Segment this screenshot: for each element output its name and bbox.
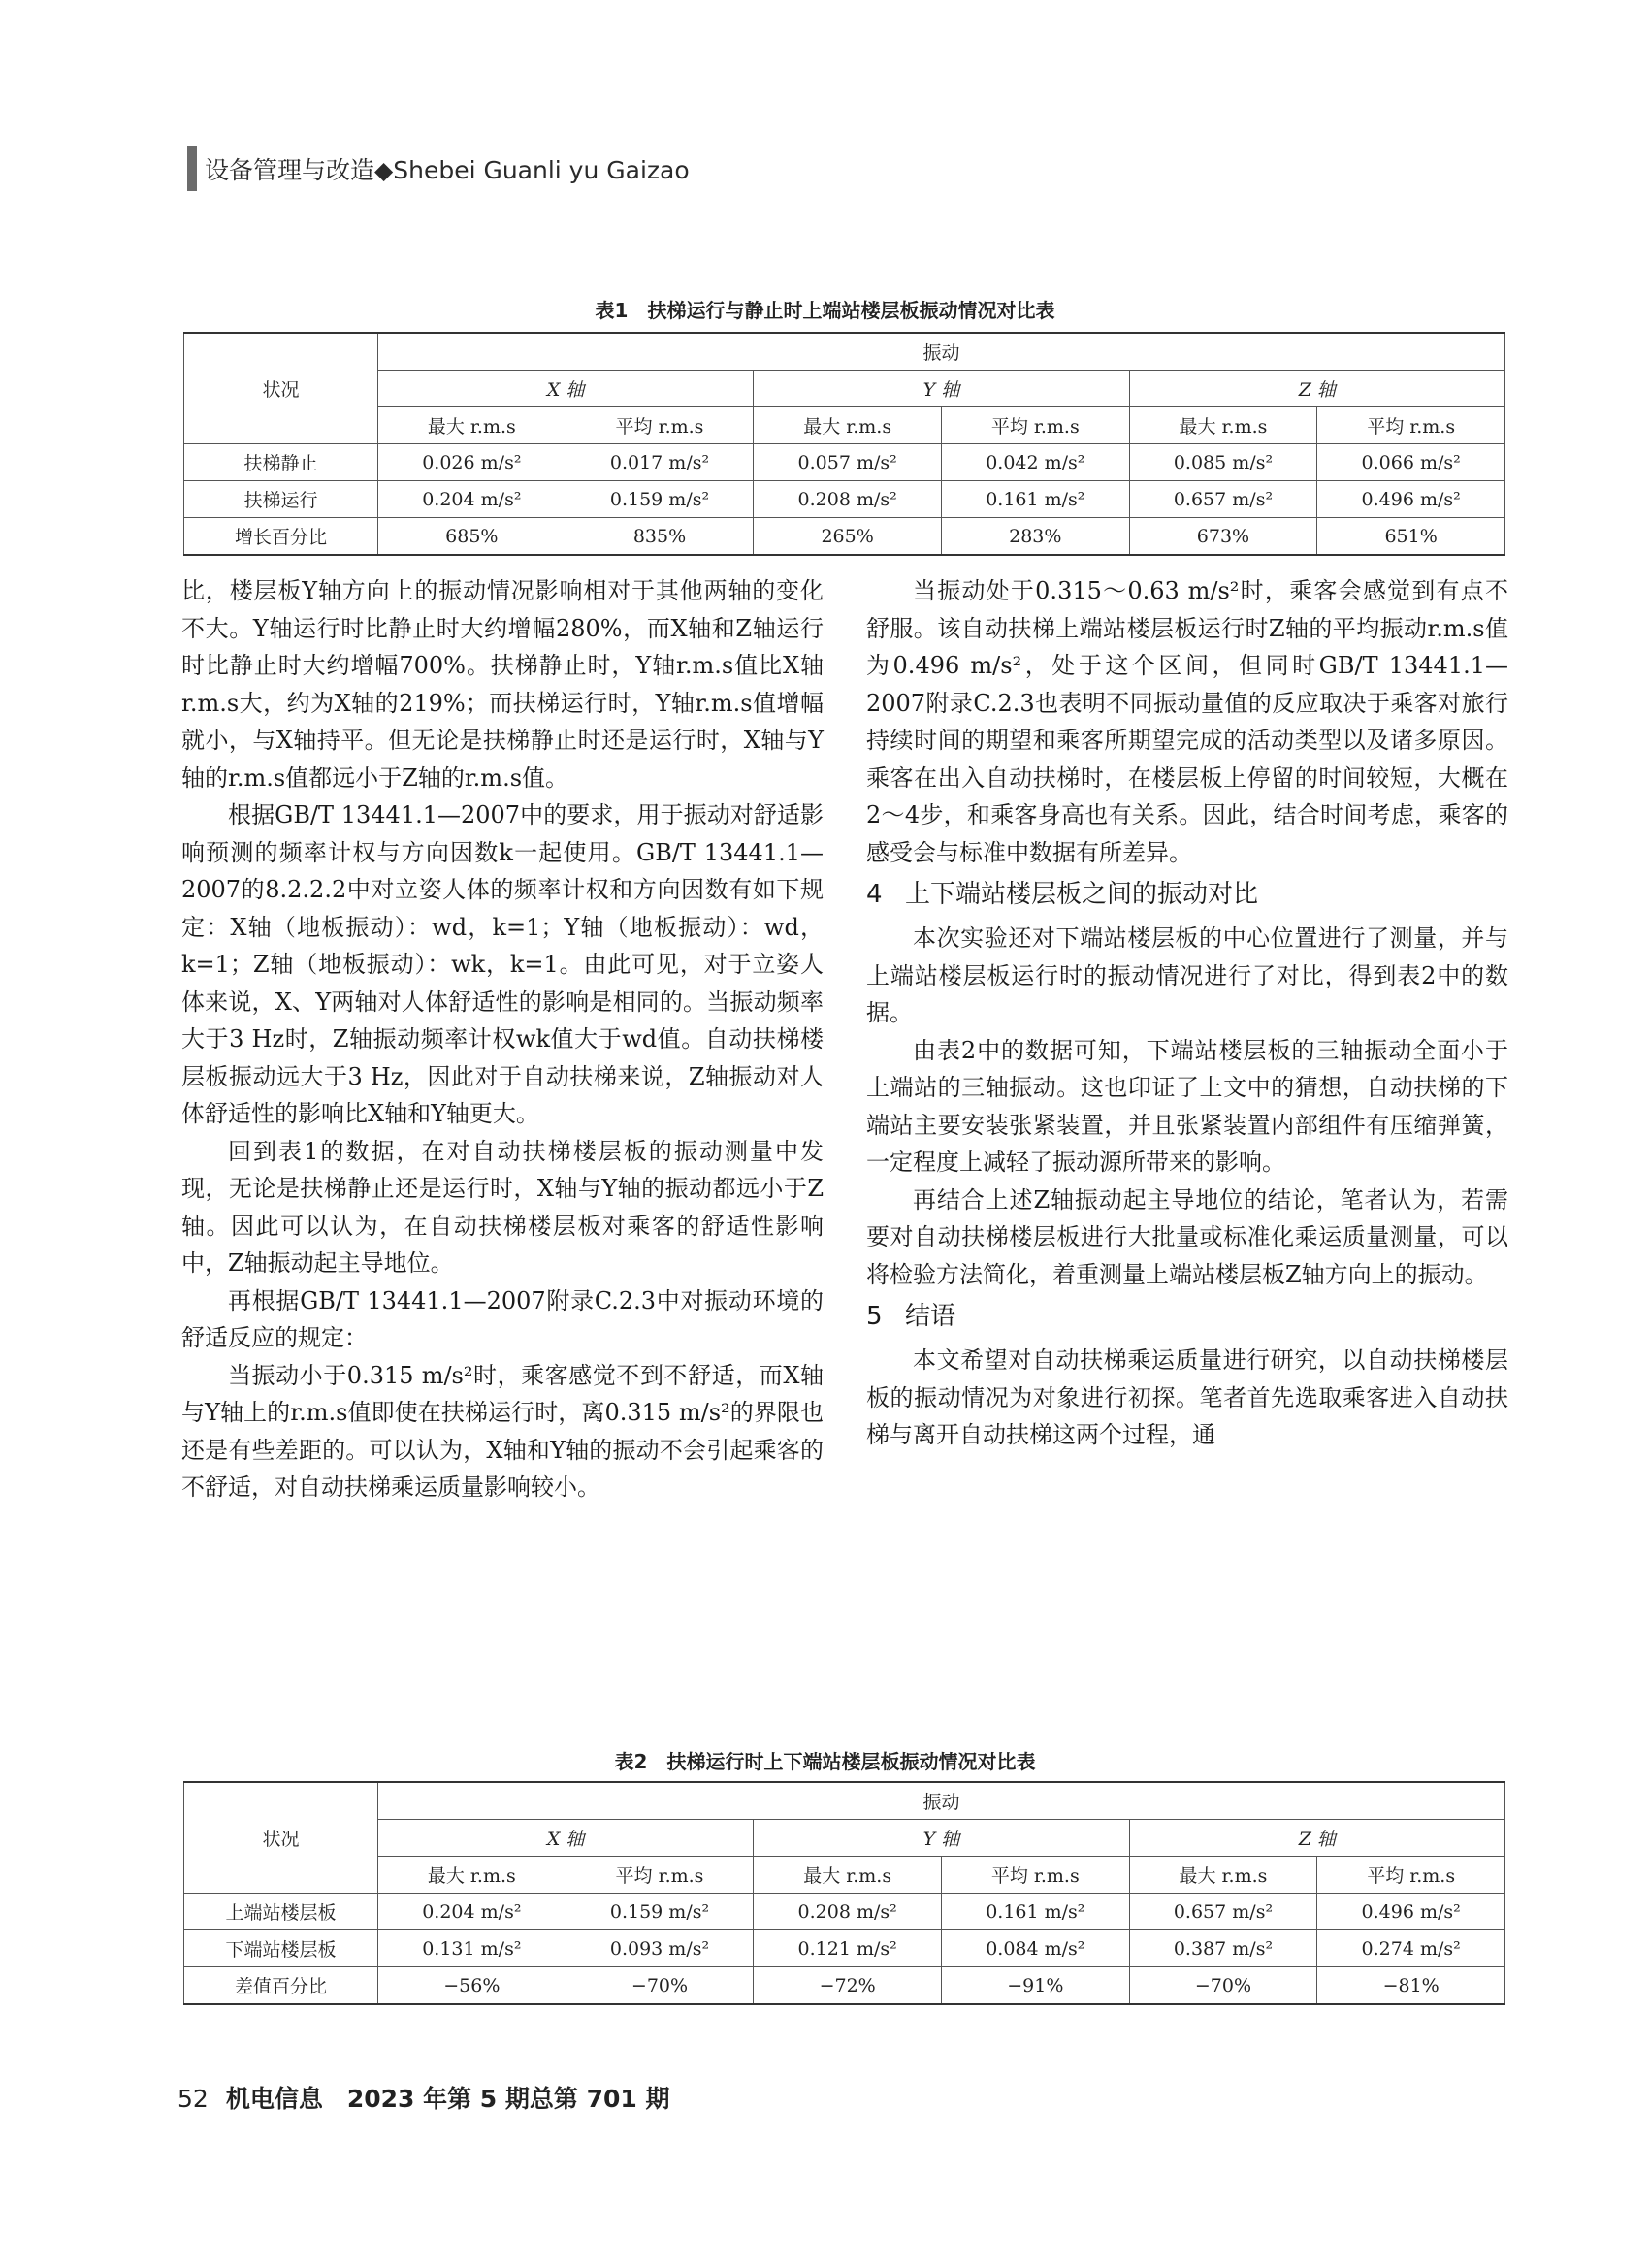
table1-sub-header: 平均 r.m.s <box>941 407 1129 444</box>
table1-sub-header: 平均 r.m.s <box>1317 407 1505 444</box>
table1-axis-y: Y 轴 <box>754 371 1129 407</box>
table2-sub-header: 平均 r.m.s <box>566 1857 754 1894</box>
table1-sub-header: 最大 r.m.s <box>1129 407 1317 444</box>
body-paragraph: 当振动小于0.315 m/s²时，乘客感觉不到不舒适，而X轴与Y轴上的r.m.s值即使在扶梯运行时，离0.315 m/s²的界限也还是有些差距的。可以认为，X轴和Y轴的振动不会引起乘客的不舒适，对自动扶梯乘运质量影响较小。 <box>181 1361 824 1501</box>
body-paragraph: 再根据GB/T 13441.1—2007附录C.2.3中对振动环境的舒适反应的规定： <box>181 1286 824 1351</box>
table-cell: 0.496 m/s² <box>1317 481 1505 518</box>
row-label: 下端站楼层板 <box>184 1930 378 1967</box>
row-label: 增长百分比 <box>184 518 378 556</box>
table-cell: 0.274 m/s² <box>1317 1930 1505 1967</box>
table-cell: 0.204 m/s² <box>378 481 566 518</box>
table2-axis-y: Y 轴 <box>754 1820 1129 1857</box>
table2-state-header: 状况 <box>184 1782 378 1894</box>
table2 <box>183 1781 1505 2005</box>
table-cell: 283% <box>941 518 1129 556</box>
table1-sub-header: 最大 r.m.s <box>378 407 566 444</box>
section-heading-4 <box>866 875 1508 914</box>
row-label: 扶梯静止 <box>184 444 378 481</box>
table-cell: −70% <box>1129 1967 1317 2005</box>
table-cell: 0.017 m/s² <box>566 444 754 481</box>
body-paragraph: 由表2中的数据可知，下端站楼层板的三轴振动全面小于上端站的三轴振动。这也印证了上文中的猜想，自动扶梯的下端站主要安装张紧装置，并且张紧装置内部组件有压缩弹簧，一定程度上减轻了振动源所带来的影响。 <box>866 1036 1508 1176</box>
table-cell: 0.161 m/s² <box>941 1894 1129 1930</box>
table1-sub-header: 平均 r.m.s <box>566 407 754 444</box>
body-paragraph: 当振动处于0.315～0.63 m/s²时，乘客会感觉到有点不舒服。该自动扶梯上端站楼层板运行时Z轴的平均振动r.m.s值为0.496 m/s²，处于这个区间，但同时GB/T 13441.1—2007附录C.2.3也表明不同振动量值的反应取决于乘客对旅行持续时间的期望和乘客所期望完成的活动类型以及诸多原因。乘客在出入自动扶梯时，在楼层板上停留的时间较短，大概在2～4步，和乘客身高也有关系。因此，结合时间考虑，乘客的感受会与标准中数据有所差异。 <box>866 577 1508 866</box>
table2-sub-header: 最大 r.m.s <box>1129 1857 1317 1894</box>
table-cell: −70% <box>566 1967 754 2005</box>
table-cell: −56% <box>378 1967 566 2005</box>
row-label: 扶梯运行 <box>184 481 378 518</box>
table-cell: −91% <box>941 1967 1129 2005</box>
table-row <box>184 444 1505 481</box>
table-cell: −72% <box>754 1967 942 2005</box>
section-title: 结语 <box>905 1302 956 1331</box>
table-cell: 0.208 m/s² <box>754 1894 942 1930</box>
table-row <box>184 518 1505 556</box>
header-bar <box>187 146 197 191</box>
table-cell: 651% <box>1317 518 1505 556</box>
table-cell: 835% <box>566 518 754 556</box>
table-cell: 673% <box>1129 518 1317 556</box>
running-header <box>187 146 690 191</box>
table2-axis-x: X 轴 <box>378 1820 754 1857</box>
body-paragraph: 本次实验还对下端站楼层板的中心位置进行了测量，并与上端站楼层板运行时的振动情况进行了对比，得到表2中的数据。 <box>866 924 1508 1026</box>
table2-sub-header: 最大 r.m.s <box>378 1857 566 1894</box>
body-paragraph: 再结合上述Z轴振动起主导地位的结论，笔者认为，若需要对自动扶梯楼层板进行大批量或标准化乘运质量测量，可以将检验方法简化，着重测量上端站楼层板Z轴方向上的振动。 <box>866 1185 1508 1288</box>
header-text: 设备管理与改造◆Shebei Guanli yu Gaizao <box>205 156 690 184</box>
table-cell: 0.159 m/s² <box>566 481 754 518</box>
table2-axis-z: Z 轴 <box>1129 1820 1504 1857</box>
table-cell: 0.387 m/s² <box>1129 1930 1317 1967</box>
table-cell: 0.093 m/s² <box>566 1930 754 1967</box>
table-cell: 0.026 m/s² <box>378 444 566 481</box>
table2-sub-header: 平均 r.m.s <box>941 1857 1129 1894</box>
table-cell: 0.042 m/s² <box>941 444 1129 481</box>
table1-axis-x: X 轴 <box>378 371 754 407</box>
row-label: 差值百分比 <box>184 1967 378 2005</box>
table1-axis-z: Z 轴 <box>1129 371 1504 407</box>
section-title: 上下端站楼层板之间的振动对比 <box>905 880 1259 909</box>
table2-sub-header: 最大 r.m.s <box>754 1857 942 1894</box>
table-cell: 0.057 m/s² <box>754 444 942 481</box>
table-cell: 0.204 m/s² <box>378 1894 566 1930</box>
table-cell: 0.085 m/s² <box>1129 444 1317 481</box>
left-column <box>181 572 824 1507</box>
table1-sub-header: 最大 r.m.s <box>754 407 942 444</box>
section-number: 4 <box>866 880 883 909</box>
table2-caption: 表2 扶梯运行时上下端站楼层板振动情况对比表 <box>614 1750 1036 1773</box>
table-row <box>184 1894 1505 1930</box>
table-cell: 265% <box>754 518 942 556</box>
body-paragraph: 本文希望对自动扶梯乘运质量进行研究，以自动扶梯楼层板的振动情况为对象进行初探。笔者首先选取乘客进入自动扶梯与离开自动扶梯这两个过程，通 <box>866 1346 1508 1448</box>
body-paragraph: 根据GB/T 13441.1—2007中的要求，用于振动对舒适影响预测的频率计权与方向因数k一起使用。GB/T 13441.1—2007的8.2.2.2中对立姿人体的频率计权和方向因数有如下规定：X轴（地板振动）：wd，k=1；Y轴（地板振动）：wd，k=1；Z轴（地板振动）：wk，k=1。由此可见，对于立姿人体来说，X、Y两轴对人体舒适性的影响是相同的。当振动频率大于3 Hz时，Z轴振动频率计权wk值大于wd值。自动扶梯楼层板振动远大于3 Hz，因此对于自动扶梯来说，Z轴振动对人体舒适性的影响比X轴和Y轴更大。 <box>181 801 824 1127</box>
table-cell: 0.066 m/s² <box>1317 444 1505 481</box>
table1-caption: 表1 扶梯运行与静止时上端站楼层板振动情况对比表 <box>595 299 1055 322</box>
table-row <box>184 481 1505 518</box>
body-paragraph: 回到表1的数据，在对自动扶梯楼层板的振动测量中发现，无论是扶梯静止还是运行时，X轴与Y轴的振动都远小于Z轴。因此可以认为，在自动扶梯楼层板对乘客的舒适性影响中，Z轴振动起主导地位。 <box>181 1137 824 1277</box>
table-row <box>184 1967 1505 2005</box>
table-cell: 0.161 m/s² <box>941 481 1129 518</box>
table1-group-header: 振动 <box>378 333 1505 371</box>
table-cell: 0.657 m/s² <box>1129 1894 1317 1930</box>
table-cell: 0.131 m/s² <box>378 1930 566 1967</box>
journal-info: 机电信息 2023 年第 5 期总第 701 期 <box>225 2085 670 2113</box>
table-cell: 0.159 m/s² <box>566 1894 754 1930</box>
table1 <box>183 332 1505 556</box>
section-heading-5 <box>866 1297 1508 1336</box>
page-number: 52 <box>178 2085 209 2113</box>
table-cell: 0.208 m/s² <box>754 481 942 518</box>
body-paragraph: 比，楼层板Y轴方向上的振动情况影响相对于其他两轴的变化不大。Y轴运行时比静止时大约增幅280%，而X轴和Z轴运行时比静止时大约增幅700%。扶梯静止时，Y轴r.m.s值比X轴r.m.s大，约为X轴的219%；而扶梯运行时，Y轴r.m.s值增幅就小，与X轴持平。但无论是扶梯静止时还是运行时，X轴与Y轴的r.m.s值都远小于Z轴的r.m.s值。 <box>181 577 824 792</box>
table-cell: 685% <box>378 518 566 556</box>
table2-group-header: 振动 <box>378 1782 1505 1820</box>
page-footer <box>178 2080 670 2115</box>
table-row <box>184 1930 1505 1967</box>
table-cell: 0.084 m/s² <box>941 1930 1129 1967</box>
row-label: 上端站楼层板 <box>184 1894 378 1930</box>
table-cell: 0.496 m/s² <box>1317 1894 1505 1930</box>
table-cell: 0.121 m/s² <box>754 1930 942 1967</box>
table-cell: 0.657 m/s² <box>1129 481 1317 518</box>
right-column <box>866 572 1508 1454</box>
section-number: 5 <box>866 1302 883 1331</box>
table-cell: −81% <box>1317 1967 1505 2005</box>
table1-state-header: 状况 <box>184 333 378 444</box>
table2-sub-header: 平均 r.m.s <box>1317 1857 1505 1894</box>
